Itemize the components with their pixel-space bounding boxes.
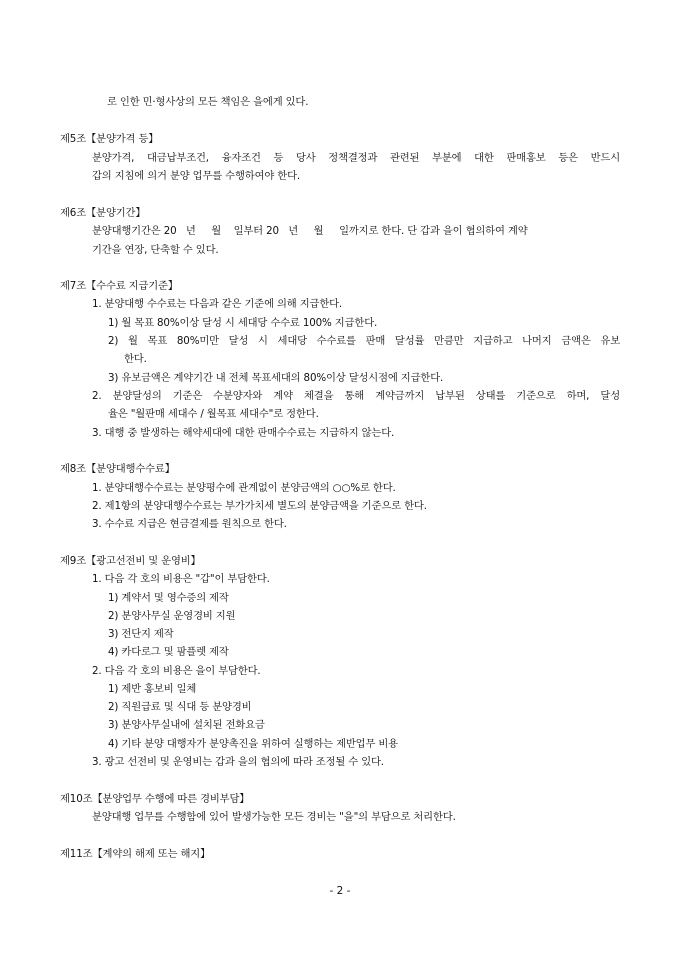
article-7-item-3: 3. 대행 중 발생하는 해약세대에 대한 판매수수료는 지급하지 않는다. — [92, 427, 395, 439]
article-7-item-1: 1. 분양대행 수수료는 다음과 같은 기준에 의해 지급한다. — [92, 298, 343, 310]
article-9-item-1: 1. 다음 각 호의 비용은 "갑"이 부담한다. — [92, 573, 270, 585]
article-7-title: 제7조【수수료 지급기준】 — [60, 280, 178, 292]
article-9-item-2-sub-4: 4) 기타 분양 대행자가 분양촉진을 위하여 실행하는 제반업무 비용 — [108, 738, 398, 750]
article-6-line-2: 기간을 연장, 단축할 수 있다. — [92, 244, 219, 256]
article-5-line-1: 분양가격, 대금납부조건, 융자조건 등 당사 정책결정과 관련된 부분에 대한 판매홍보 등은 반드시 — [92, 152, 620, 164]
article-8-title: 제8조【분양대행수수료】 — [60, 463, 175, 475]
article-9-item-1-sub-3: 3) 전단지 제작 — [108, 628, 174, 640]
article-10-title: 제10조【분양업무 수행에 따른 경비부담】 — [60, 793, 250, 805]
article-9-item-1-sub-2: 2) 분양사무실 운영경비 지원 — [108, 610, 236, 622]
intro-text: 로 인한 민·형사상의 모든 책임은 을에게 있다. — [107, 96, 309, 108]
article-9-title: 제9조【광고선전비 및 운영비】 — [60, 555, 201, 567]
article-8-item-2: 2. 제1항의 분양대행수수료는 부가가치세 별도의 분양금액을 기준으로 한다. — [92, 500, 427, 512]
page-number: - 2 - — [329, 885, 351, 897]
article-5-line-2: 갑의 지침에 의거 분양 업무를 수행하여야 한다. — [92, 170, 300, 182]
article-9-item-1-sub-4: 4) 카다로그 및 팜플렛 제작 — [108, 646, 229, 658]
article-7-item-1-sub-3: 3) 유보금액은 계약기간 내 전체 목표세대의 80%이상 달성시점에 지급한다. — [108, 372, 444, 384]
article-7-item-1-sub-2: 2) 월 목표 80%미만 달성 시 세대당 수수료를 판매 달성률 만큼만 지급하고 나머지 금액은 유보 — [108, 335, 620, 347]
article-5-title: 제5조【분양가격 등】 — [60, 133, 159, 145]
article-9-item-3: 3. 광고 선전비 및 운영비는 갑과 을의 협의에 따라 조정될 수 있다. — [92, 756, 384, 768]
article-9-item-2: 2. 다음 각 호의 비용은 을이 부담한다. — [92, 665, 261, 677]
article-10-text: 분양대행 업무를 수행함에 있어 발생가능한 모든 경비는 "을"의 부담으로 처리한다. — [92, 811, 456, 823]
article-11-title: 제11조【계약의 해제 또는 해지】 — [60, 848, 211, 860]
article-9-item-1-sub-1: 1) 계약서 및 영수증의 제작 — [108, 592, 229, 604]
article-9-item-2-sub-3: 3) 분양사무실내에 설치된 전화요금 — [108, 719, 265, 731]
article-7-item-2-cont: 율은 "월판매 세대수 / 월목표 세대수"로 정한다. — [108, 408, 319, 420]
article-7-item-1-sub-1: 1) 월 목표 80%이상 달성 시 세대당 수수료 100% 지급한다. — [108, 317, 378, 329]
article-9-item-2-sub-2: 2) 직원급료 및 식대 등 분양경비 — [108, 701, 252, 713]
article-6-title: 제6조【분양기간】 — [60, 207, 146, 219]
article-7-item-1-sub-2-cont: 한다. — [124, 353, 147, 365]
article-8-item-1: 1. 분양대행수수료는 분양평수에 관계없이 분양금액의 ○○%로 한다. — [92, 482, 396, 494]
article-6-line-1: 분양대행기간은 20 년 월 일부터 20 년 월 일까지로 한다. 단 갑과 을이 협의하여 계약 — [92, 225, 528, 237]
article-9-item-2-sub-1: 1) 제반 홍보비 일체 — [108, 683, 197, 695]
article-7-item-2: 2. 분양달성의 기준은 수분양자와 계약 체결을 통해 계약금까지 납부된 상태를 기준으로 하며, 달성 — [92, 390, 620, 402]
article-8-item-3: 3. 수수료 지급은 현금결제를 원칙으로 한다. — [92, 518, 287, 530]
